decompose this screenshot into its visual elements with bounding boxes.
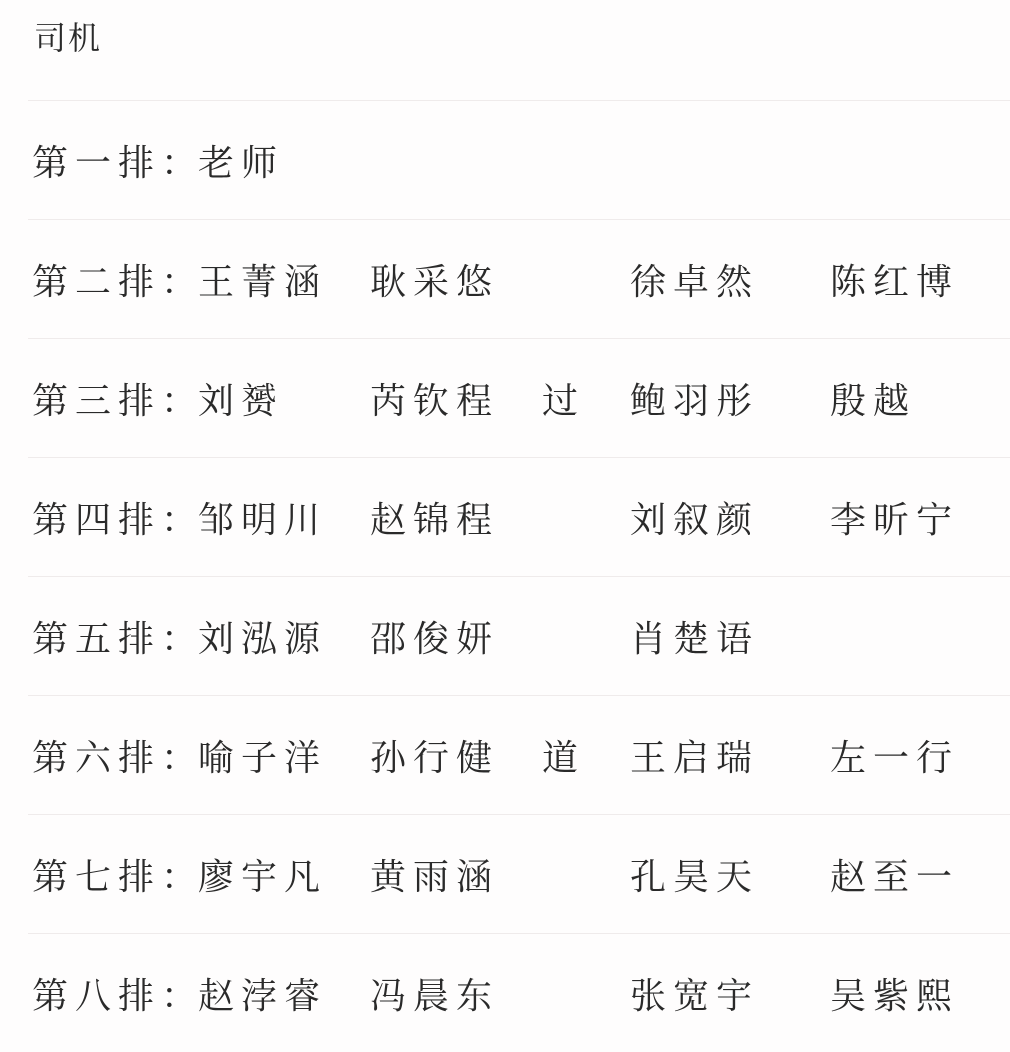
row-label: 第二排： bbox=[32, 261, 205, 303]
seat-row-1 bbox=[28, 100, 1010, 219]
seat-name: 赵锦程 bbox=[370, 499, 500, 541]
seat-name: 肖楚语 bbox=[630, 618, 760, 660]
seat-name: 冯晨东 bbox=[370, 975, 500, 1017]
row-label: 第三排： bbox=[32, 380, 205, 422]
row-label: 第八排： bbox=[32, 975, 205, 1017]
seat-row-8 bbox=[28, 933, 1010, 1052]
row-label: 第一排： bbox=[32, 142, 205, 184]
seat-name: 殷越 bbox=[830, 380, 917, 422]
seat-row-3 bbox=[28, 338, 1010, 457]
seat-name: 耿采悠 bbox=[370, 261, 500, 303]
seating-chart bbox=[0, 100, 1010, 1052]
row-label: 第六排： bbox=[32, 737, 205, 779]
row-label: 第七排： bbox=[32, 856, 205, 898]
seat-name: 赵至一 bbox=[830, 856, 960, 898]
row-label: 第四排： bbox=[32, 499, 205, 541]
aisle-label: 过 bbox=[542, 380, 586, 422]
seat-name: 徐卓然 bbox=[630, 261, 760, 303]
seat-name: 喻子洋 bbox=[198, 737, 328, 779]
seat-row-5 bbox=[28, 576, 1010, 695]
seat-name: 老师 bbox=[198, 142, 285, 184]
seat-row-2 bbox=[28, 219, 1010, 338]
seat-name: 廖宇凡 bbox=[198, 856, 328, 898]
seat-row-7 bbox=[28, 814, 1010, 933]
seat-name: 鲍羽彤 bbox=[630, 380, 760, 422]
aisle-label: 道 bbox=[542, 737, 586, 779]
seat-name: 王菁涵 bbox=[198, 261, 328, 303]
seat-name: 吴紫熙 bbox=[830, 975, 960, 1017]
seat-name: 刘叙颜 bbox=[630, 499, 760, 541]
seat-name: 王启瑞 bbox=[630, 737, 760, 779]
seat-name: 刘赟 bbox=[198, 380, 285, 422]
seat-name: 黄雨涵 bbox=[370, 856, 500, 898]
row-label: 第五排： bbox=[32, 618, 205, 660]
seat-name: 左一行 bbox=[830, 737, 960, 779]
seat-name: 刘泓源 bbox=[198, 618, 328, 660]
seat-name: 芮钦程 bbox=[370, 380, 500, 422]
seat-name: 孙行健 bbox=[370, 737, 500, 779]
seat-name: 陈红博 bbox=[830, 261, 960, 303]
driver-label: 司机 bbox=[34, 19, 103, 57]
seat-row-4 bbox=[28, 457, 1010, 576]
seat-name: 赵浡睿 bbox=[198, 975, 328, 1017]
seat-name: 邹明川 bbox=[198, 499, 328, 541]
seat-row-6 bbox=[28, 695, 1010, 814]
seat-name: 邵俊妍 bbox=[370, 618, 500, 660]
seat-name: 张宽宇 bbox=[630, 975, 760, 1017]
seat-name: 孔昊天 bbox=[630, 856, 760, 898]
seat-name: 李昕宁 bbox=[830, 499, 960, 541]
